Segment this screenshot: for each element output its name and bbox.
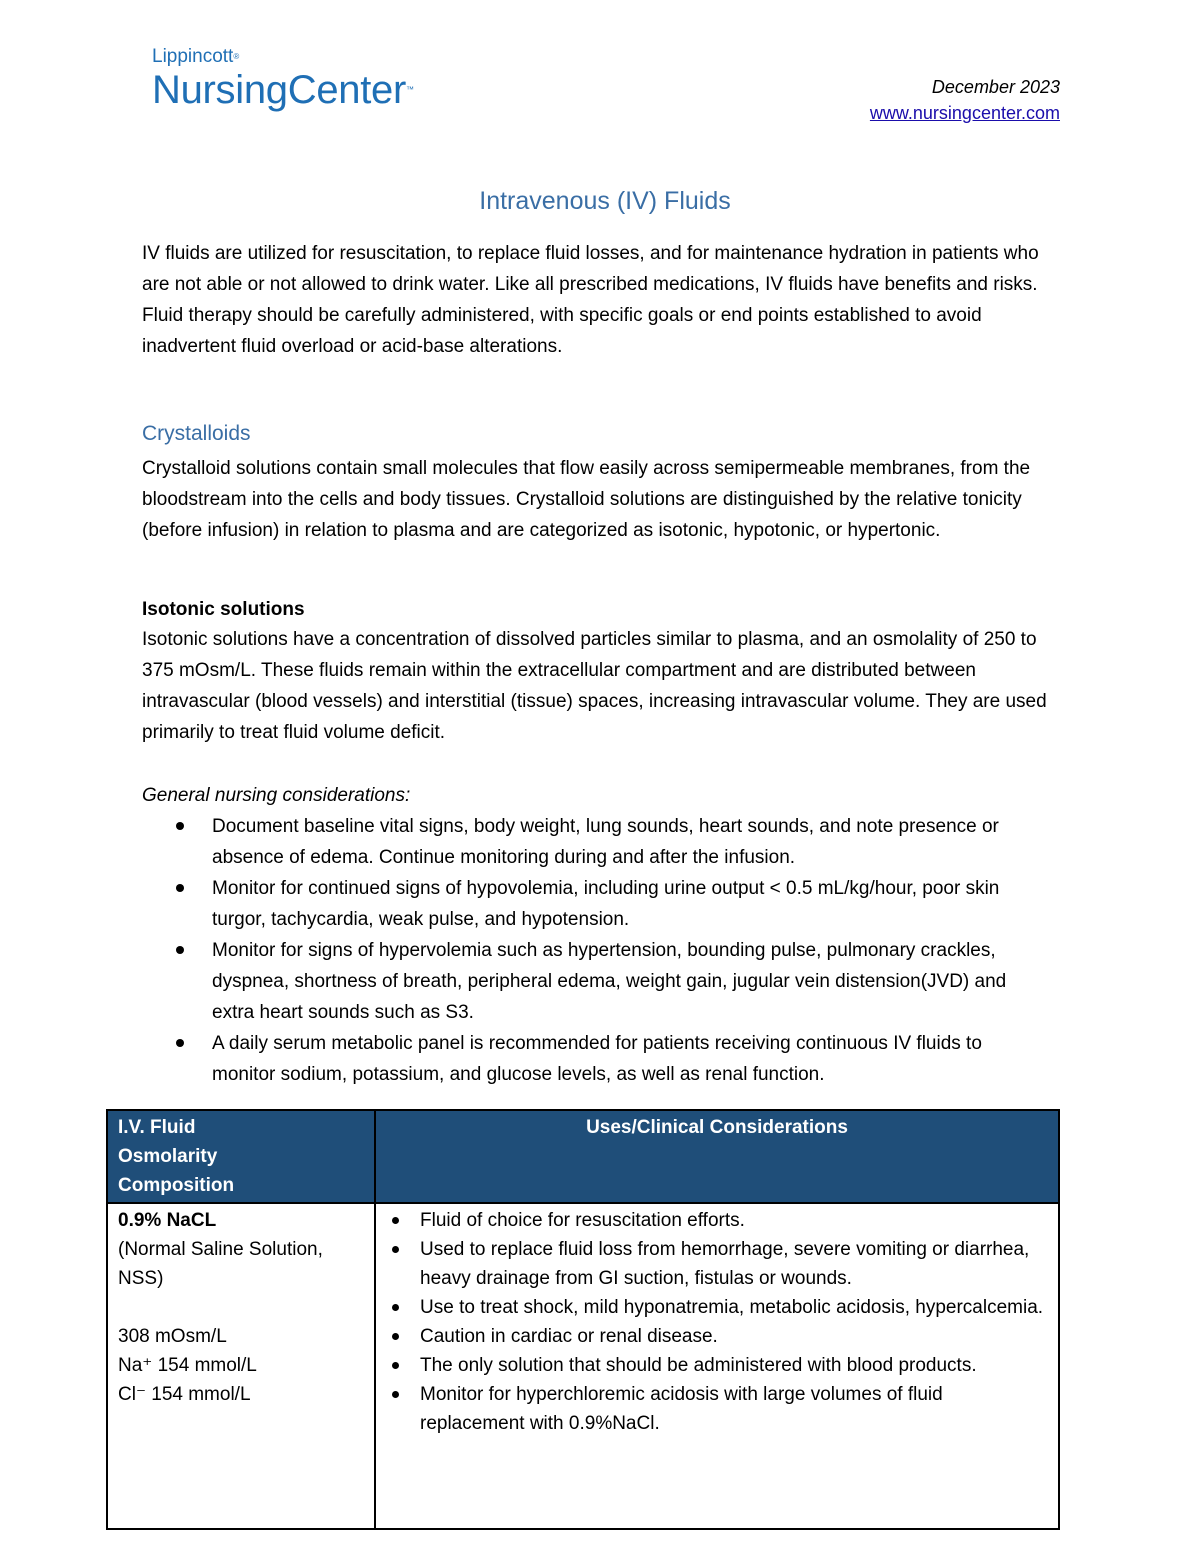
bullet-icon <box>392 1304 399 1311</box>
logo-brand-large: NursingCenter™ <box>152 68 414 112</box>
list-item: Monitor for continued signs of hypovolemia, including urine output < 0.5 mL/kg/hour, poor skin turgor, tachycardia, weak pulse, and hypotension. <box>142 873 1042 935</box>
list-item: Use to treat shock, mild hyponatremia, metabolic acidosis, hypercalcemia. <box>386 1293 1048 1322</box>
list-item: Document baseline vital signs, body weight, lung sounds, heart sounds, and note presence or absence of edema. Continue monitoring during and after the infusion. <box>142 811 1042 873</box>
crystalloids-paragraph: Crystalloid solutions contain small molecules that flow easily across semipermeable membranes, from the bloodstream into the cells and body tissues. Crystalloid solutions are distinguished by the relative tonicity (before infusion) in relation to plasma and are categorized as isotonic, hypotonic, or hypertonic. <box>142 458 1031 541</box>
document-date: December 2023 <box>931 77 1060 97</box>
uses-cell <box>375 1203 1059 1529</box>
bullet-icon <box>176 946 184 954</box>
fluid-osmolarity: 308 mOsm/L <box>118 1326 227 1347</box>
isotonic-paragraph: Isotonic solutions have a concentration of dissolved particles similar to plasma, and an osmolality of 250 to 375 mOsm/L. These fluids remain within the extracellular compartment and are distributed between intravascular (blood vessels) and interstitial (tissue) spaces, increasing intravascular volume. They are used primarily to treat fluid volume deficit. <box>142 629 1047 743</box>
bullet-icon <box>176 884 184 892</box>
bullet-icon <box>392 1246 399 1253</box>
logo-brand-small: Lippincott® <box>152 46 240 67</box>
isotonic-heading: Isotonic solutions <box>142 599 305 620</box>
bullet-icon <box>176 1039 184 1047</box>
crystalloids-heading: Crystalloids <box>142 422 251 445</box>
page-title: Intravenous (IV) Fluids <box>479 187 731 215</box>
fluid-sodium: Na⁺ 154 mmol/L <box>118 1355 257 1376</box>
intro-paragraph: IV fluids are utilized for resuscitation, to replace fluid losses, and for maintenance hydration in patients who are not able or not allowed to drink water. Like all prescribed medications, IV fluids have benefits and risks. Fluid therapy should be carefully administered, with specific goals or end points established to avoid inadvertent fluid overload or acid-base alterations. <box>142 243 1039 357</box>
uses-list <box>386 1206 1048 1438</box>
general-considerations-heading: General nursing considerations: <box>142 785 411 806</box>
nursingcenter-logo <box>152 46 414 112</box>
list-item: Caution in cardiac or renal disease. <box>386 1322 1048 1351</box>
bullet-icon <box>392 1333 399 1340</box>
list-item: Used to replace fluid loss from hemorrhage, severe vomiting or diarrhea, heavy drainage from GI suction, fistulas or wounds. <box>386 1235 1048 1293</box>
bullet-icon <box>176 822 184 830</box>
fluid-chloride: Cl⁻ 154 mmol/L <box>118 1384 251 1405</box>
fluid-cell <box>107 1203 375 1529</box>
table-row <box>107 1203 1059 1529</box>
header-fluid-column: I.V. Fluid Osmolarity Composition <box>107 1110 375 1203</box>
bullet-icon <box>392 1391 399 1398</box>
bullet-icon <box>392 1362 399 1369</box>
fluid-name: 0.9% NaCL <box>118 1210 217 1231</box>
header-uses-column: Uses/Clinical Considerations <box>375 1110 1059 1203</box>
list-item: Fluid of choice for resuscitation efforts. <box>386 1206 1048 1235</box>
fluid-alt-name: (Normal Saline Solution, NSS) <box>118 1239 323 1289</box>
bullet-icon <box>392 1217 399 1224</box>
header-meta <box>870 74 1060 126</box>
list-item: Monitor for hyperchloremic acidosis with large volumes of fluid replacement with 0.9%NaCl. <box>386 1380 1048 1438</box>
iv-fluid-table <box>106 1109 1060 1530</box>
list-item: Monitor for signs of hypervolemia such as hypertension, bounding pulse, pulmonary crackles, dyspnea, shortness of breath, peripheral edema, weight gain, jugular vein distension(JVD) and extra heart sounds such as S3. <box>142 935 1042 1028</box>
general-considerations-list <box>142 811 1042 1090</box>
list-item: A daily serum metabolic panel is recommended for patients receiving continuous IV fluids to monitor sodium, potassium, and glucose levels, as well as renal function. <box>142 1028 1042 1090</box>
table-header-row <box>107 1110 1059 1203</box>
website-link[interactable]: www.nursingcenter.com <box>869 103 1060 123</box>
list-item: The only solution that should be administered with blood products. <box>386 1351 1048 1380</box>
